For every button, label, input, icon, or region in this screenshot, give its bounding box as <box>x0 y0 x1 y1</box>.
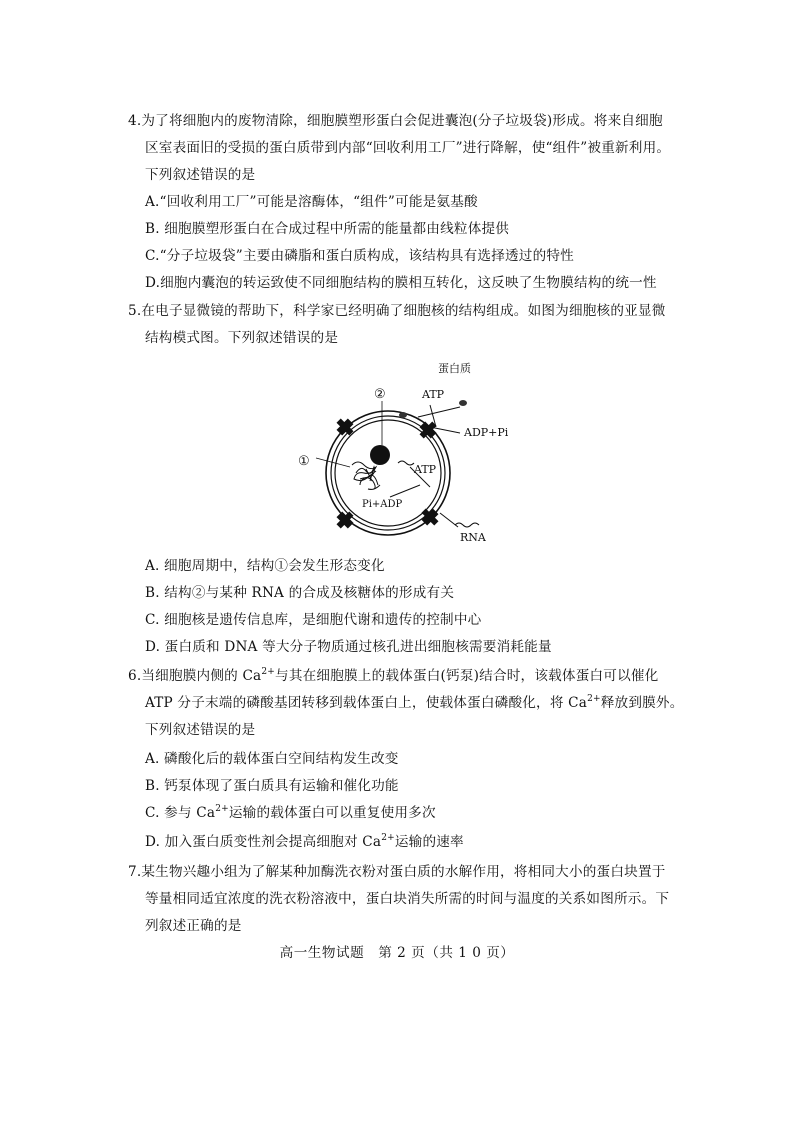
rna-squiggle-inside <box>398 461 414 465</box>
q6-option-d: D. 加入蛋白质变性剂会提高细胞对 $Ca^{2+}$运输的速率 <box>145 833 464 850</box>
q6-option-b: B. 钙泵体现了蛋白质具有运输和催化功能 <box>145 778 399 794</box>
q4-stem-line3: 下列叙述错误的是 <box>145 167 256 183</box>
q6-option-a: A. 磷酸化后的载体蛋白空间结构发生改变 <box>145 751 399 767</box>
q4-option-b: B. 细胞膜塑形蛋白在合成过程中所需的能量都由线粒体提供 <box>145 221 510 237</box>
q5-option-a: A. 细胞周期中，结构①会发生形态变化 <box>145 558 385 574</box>
q5-stem-line2: 结构模式图。下列叙述错误的是 <box>145 330 339 346</box>
q6-stem-line3: 下列叙述错误的是 <box>145 722 256 738</box>
q6-stem-line2: ATP 分子末端的磷酸基团转移到载体蛋白上，使载体蛋白磷酸化，将 $Ca^{2+}$释放到膜外。 <box>145 694 684 711</box>
label-rna: RNA <box>460 531 486 544</box>
label-atp-mid: ATP <box>414 463 437 476</box>
protein-blob-inside <box>399 412 407 418</box>
q7-stem-line2: 等量相同适宜浓度的洗衣粉溶液中，蛋白块消失所需的时间与温度的关系如图所示。下 <box>145 891 670 907</box>
label-circle-2: ② <box>374 387 386 402</box>
q5-stem-line1: 5.在电子显微镜的帮助下，科学家已经明确了细胞核的结构组成。如图为细胞核的亚显微 <box>128 303 666 319</box>
label-atp-top: ATP <box>422 388 445 401</box>
q5-option-d: D. 蛋白质和 DNA 等大分子物质通过核孔进出细胞核需要消耗能量 <box>145 639 552 655</box>
q5-option-b: B. 结构②与某种 RNA 的合成及核糖体的形成有关 <box>145 585 455 601</box>
label-circle-1: ① <box>298 454 310 469</box>
q5-option-c: C. 细胞核是遗传信息库，是细胞代谢和遗传的控制中心 <box>145 612 482 628</box>
protein-blob-outside <box>459 400 467 406</box>
nucleus-figure <box>290 355 530 545</box>
q6-stem-line1: 6.当细胞膜内侧的 $Ca^{2+}$与其在细胞膜上的载体蛋白(钙泵)结合时，该载体蛋白可以催化 <box>128 667 659 684</box>
label-adp-pi: ADP+Pi <box>464 426 509 439</box>
rna-squiggle-outside <box>455 523 479 527</box>
chromatin <box>352 462 380 490</box>
q4-stem-line1: 4.为了将细胞内的废物清除，细胞膜塑形蛋白会促进囊泡(分子垃圾袋)形成。将来自细胞 <box>128 113 663 129</box>
q4-option-a: A.“回收利用工厂”可能是溶酶体，“组件”可能是氨基酸 <box>145 194 478 210</box>
q6-option-c: C. 参与 $Ca^{2+}$运输的载体蛋白可以重复使用多次 <box>145 804 436 821</box>
page-footer: 高一生物试题 第 2 页（共 1 0 页） <box>279 945 515 961</box>
label-pi-adp: Pi+ADP <box>362 499 403 510</box>
q7-stem-line3: 列叙述正确的是 <box>145 918 242 934</box>
label-protein: 蛋白质 <box>438 362 471 375</box>
q7-stem-line1: 7.某生物兴趣小组为了解某种加酶洗衣粉对蛋白质的水解作用，将相同大小的蛋白块置于 <box>128 864 666 880</box>
q4-stem-line2: 区室表面旧的受损的蛋白质带到内部“回收利用工厂”进行降解，使“组件”被重新利用。 <box>145 140 671 156</box>
q4-option-d: D.细胞内囊泡的转运致使不同细胞结构的膜相互转化，这反映了生物膜结构的统一性 <box>145 275 657 291</box>
nucleolus <box>370 445 390 465</box>
q4-option-c: C.“分子垃圾袋”主要由磷脂和蛋白质构成，该结构具有选择透过的特性 <box>145 248 574 264</box>
